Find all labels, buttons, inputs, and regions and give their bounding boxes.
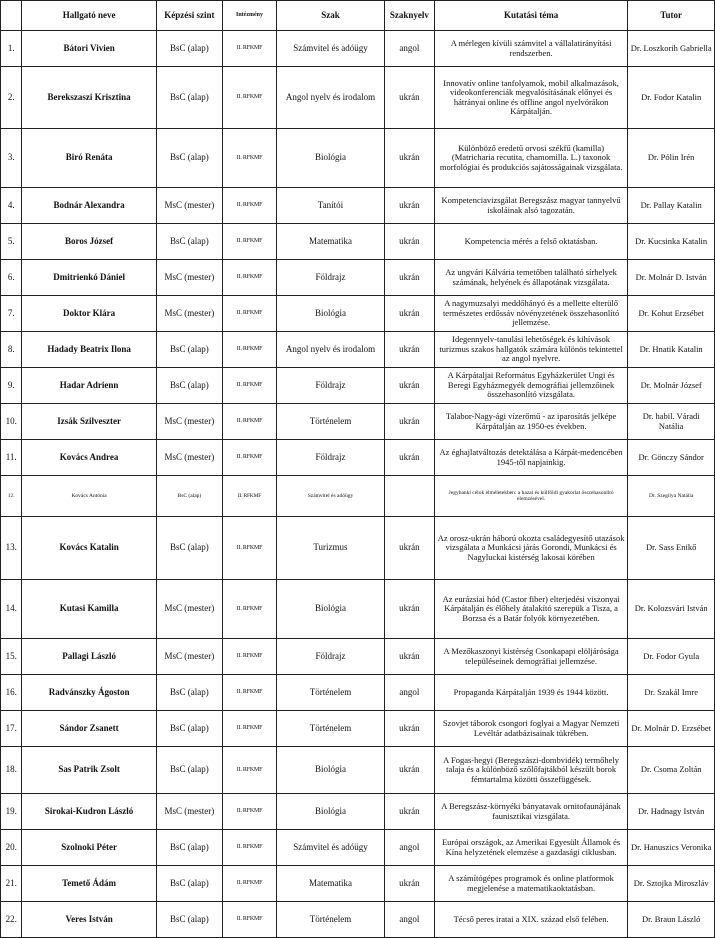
training-level-cell: MsC (mester) bbox=[156, 440, 222, 476]
table-row bbox=[1, 580, 715, 639]
specialty-language-cell: ukrán bbox=[384, 260, 434, 296]
training-level-cell: BsC (alap) bbox=[156, 517, 222, 580]
specialty-language-cell: ukrán bbox=[384, 129, 434, 188]
row-number-cell: 1. bbox=[1, 31, 22, 67]
row-number-cell: 15. bbox=[1, 639, 22, 675]
major-cell: Számvitel és adóügy bbox=[276, 31, 384, 67]
student-name-cell: Sirokai-Kudron László bbox=[22, 794, 156, 830]
table-row bbox=[1, 129, 715, 188]
research-topic-cell: Az eurázsiai hód (Castor fiber) elterjedési viszonyai Kárpátalján és élőhely átalakító szerepük a Tisza, a Borzsa és a Batár folyók környezetében. bbox=[434, 580, 628, 639]
student-name-cell: Temető Ádám bbox=[22, 866, 156, 902]
row-number-cell: 2. bbox=[1, 67, 22, 129]
student-name-cell: Radvánszky Ágoston bbox=[22, 675, 156, 711]
row-number-cell: 6. bbox=[1, 260, 22, 296]
research-topic-cell: Az ungvári Kálvária temetőben található sírhelyek számának, helyének és állapotának vizsgálata. bbox=[434, 260, 628, 296]
research-topic-cell: Európai országok, az Amerikai Egyesült Államok és Kína helyzetének elemzése a gazdasági ciklusban. bbox=[434, 830, 628, 866]
student-name-cell: Biró Renáta bbox=[22, 129, 156, 188]
major-cell: Számvitel és adóügy bbox=[276, 476, 384, 517]
student-name-cell: Dmitrienkó Dániel bbox=[22, 260, 156, 296]
institution-cell: II. RFKMF bbox=[223, 517, 277, 580]
tutor-name-cell: Dr. Szakál Imre bbox=[628, 675, 715, 711]
table-row bbox=[1, 67, 715, 129]
major-cell: Biológia bbox=[276, 296, 384, 332]
specialty-language-cell: ukrán bbox=[384, 794, 434, 830]
table-body bbox=[1, 31, 715, 938]
tutor-name-cell: Dr. Gönczy Sándor bbox=[628, 440, 715, 476]
specialty-language-cell: ukrán bbox=[384, 747, 434, 794]
research-topic-cell: A Fogas-hegyi (Beregszászi-dombvidék) termőhely talaja és a különböző szőlőfajtákból készült borok fémtartalma közötti összefüggések. bbox=[434, 747, 628, 794]
major-cell: Biológia bbox=[276, 129, 384, 188]
research-topic-cell: Kompetenciavizsgálat Beregszász magyar tannyelvű iskoláinak alsó tagozatán. bbox=[434, 188, 628, 224]
table-row bbox=[1, 368, 715, 404]
training-level-cell: BsC (alap) bbox=[156, 332, 222, 368]
institution-cell: II. RFKMF bbox=[223, 31, 277, 67]
institution-cell: II. RFKMF bbox=[223, 260, 277, 296]
training-level-cell: MsC (mester) bbox=[156, 404, 222, 440]
specialty-language-cell: ukrán bbox=[384, 224, 434, 260]
table-row bbox=[1, 902, 715, 938]
student-name-cell: Szolnoki Péter bbox=[22, 830, 156, 866]
student-name-cell: Bodnár Alexandra bbox=[22, 188, 156, 224]
table-row bbox=[1, 476, 715, 517]
student-name-cell: Sas Patrik Zsolt bbox=[22, 747, 156, 794]
tutor-name-cell: Dr. Hnatik Katalin bbox=[628, 332, 715, 368]
training-level-cell: BsC (alap) bbox=[156, 129, 222, 188]
specialty-language-cell: ukrán bbox=[384, 580, 434, 639]
student-name-cell: Boros József bbox=[22, 224, 156, 260]
training-level-cell: BsC (alap) bbox=[156, 224, 222, 260]
specialty-language-cell: ukrán bbox=[384, 332, 434, 368]
student-name-cell: Sándor Zsanett bbox=[22, 711, 156, 747]
major-cell: Tanítói bbox=[276, 188, 384, 224]
specialty-language-cell: ukrán bbox=[384, 711, 434, 747]
header-row bbox=[1, 1, 715, 31]
institution-cell: II. RFKMF bbox=[223, 404, 277, 440]
institution-cell: II. RFKMF bbox=[223, 747, 277, 794]
major-cell: Biológia bbox=[276, 794, 384, 830]
table-row bbox=[1, 639, 715, 675]
table-row bbox=[1, 830, 715, 866]
specialty-language-cell: ukrán bbox=[384, 188, 434, 224]
specialty-language-cell: ukrán bbox=[384, 517, 434, 580]
major-cell: Történelem bbox=[276, 404, 384, 440]
row-number-cell: 4. bbox=[1, 188, 22, 224]
tutor-name-cell: Dr. Kucsinka Katalin bbox=[628, 224, 715, 260]
student-name-cell: Berekszaszi Krisztina bbox=[22, 67, 156, 129]
tutor-name-cell: Dr. Hanuszics Veronika bbox=[628, 830, 715, 866]
research-topic-cell: A számítógépes programok és online platformok megjelenése a matematikaoktatásban. bbox=[434, 866, 628, 902]
tutor-name-cell: Dr. habil. Váradi Natália bbox=[628, 404, 715, 440]
institution-cell: II. RFKMF bbox=[223, 67, 277, 129]
specialty-language-cell: angol bbox=[384, 675, 434, 711]
specialty-language-cell: angol bbox=[384, 902, 434, 938]
row-number-cell: 18. bbox=[1, 747, 22, 794]
training-level-cell: BsC (alap) bbox=[156, 747, 222, 794]
student-name-cell: Izsák Szilveszter bbox=[22, 404, 156, 440]
research-topic-cell: Az orosz-ukrán háború okozta családegyesítő utazások vizsgálata a Munkácsi járás Gorondi, Munkácsi és Nagyluckai kistérség lakosai körében bbox=[434, 517, 628, 580]
research-topic-cell: Az éghajlatváltozás detektálása a Kárpát-medencében 1945-től napjainkig. bbox=[434, 440, 628, 476]
research-topic-cell: A nagymuzsalyi meddőhányó és a mellette elterülő természetes erdőssáv növényzetének összehasonlító jellemzése. bbox=[434, 296, 628, 332]
major-cell: Földrajz bbox=[276, 368, 384, 404]
major-cell: Történelem bbox=[276, 902, 384, 938]
training-level-cell: BsC (alap) bbox=[156, 711, 222, 747]
row-number-cell: 14. bbox=[1, 580, 22, 639]
row-number-cell: 21. bbox=[1, 866, 22, 902]
major-cell: Turizmus bbox=[276, 517, 384, 580]
specialty-language-cell: ukrán bbox=[384, 296, 434, 332]
table-row bbox=[1, 440, 715, 476]
major-cell: Angol nyelv és irodalom bbox=[276, 67, 384, 129]
tutor-name-cell: Dr. Fodor Katalin bbox=[628, 67, 715, 129]
institution-cell: II. RFKMF bbox=[223, 866, 277, 902]
research-topic-cell: Técső peres iratai a XIX. század első felében. bbox=[434, 902, 628, 938]
major-cell: Matematika bbox=[276, 224, 384, 260]
header-institution: Intézmény bbox=[223, 1, 277, 31]
header-tutor: Tutor bbox=[628, 1, 715, 31]
major-cell: Történelem bbox=[276, 711, 384, 747]
tutor-name-cell: Dr. Csoma Zoltán bbox=[628, 747, 715, 794]
tutor-name-cell: Dr. Molnár D. Erzsébet bbox=[628, 711, 715, 747]
row-number-cell: 10. bbox=[1, 404, 22, 440]
table-row bbox=[1, 747, 715, 794]
research-topic-cell: A mérlegen kívüli számvitel a vállalatirányítási rendszerben. bbox=[434, 31, 628, 67]
institution-cell: II. RFKMF bbox=[223, 224, 277, 260]
tutor-name-cell: Dr. Kolozsvári István bbox=[628, 580, 715, 639]
specialty-language-cell bbox=[384, 476, 434, 517]
major-cell: Biológia bbox=[276, 747, 384, 794]
table-row bbox=[1, 866, 715, 902]
specialty-language-cell: ukrán bbox=[384, 67, 434, 129]
research-topic-cell: A Beregszász-környéki bányatavak ornitofaunájának faunisztikai vizsgálata. bbox=[434, 794, 628, 830]
institution-cell: II. RFKMF bbox=[223, 675, 277, 711]
header-language: Szaknyelv bbox=[384, 1, 434, 31]
research-topic-cell: Jegybanki célok elméletekben: a hazai és külföldi gyakorlat összehasonlító elemzésével. bbox=[434, 476, 628, 517]
row-number-cell: 11. bbox=[1, 440, 22, 476]
student-name-cell: Kutasi Kamilla bbox=[22, 580, 156, 639]
specialty-language-cell: ukrán bbox=[384, 368, 434, 404]
research-topic-cell: Innovatív online tanfolyamok, mobil alkalmazások, videokonferenciák megvalósításának előnyei és hátrányai online és offline angol nyelvórákon Kárpátalján. bbox=[434, 67, 628, 129]
row-number-cell: 16. bbox=[1, 675, 22, 711]
major-cell: Matematika bbox=[276, 866, 384, 902]
row-number-cell: 13. bbox=[1, 517, 22, 580]
header-topic: Kutatási téma bbox=[434, 1, 628, 31]
institution-cell: II. RFKMF bbox=[223, 711, 277, 747]
research-topic-cell: A Kárpátaljai Református Egyházkerület Ungi és Beregi Egyházmegyék demográfiai jellemzőinek összehasonlító vizsgálata. bbox=[434, 368, 628, 404]
research-topic-cell: Talabor-Nagy-ági vízerőmű - az iparosítás jelképe Kárpátalján az 1950-es években. bbox=[434, 404, 628, 440]
row-number-cell: 9. bbox=[1, 368, 22, 404]
institution-cell: II. RFKMF bbox=[223, 332, 277, 368]
research-topic-cell: Kompetencia mérés a felső oktatásban. bbox=[434, 224, 628, 260]
institution-cell: II. RFKMF bbox=[223, 902, 277, 938]
institution-cell: II. RFKMF bbox=[223, 580, 277, 639]
specialty-language-cell: ukrán bbox=[384, 440, 434, 476]
major-cell: Földrajz bbox=[276, 639, 384, 675]
student-name-cell: Kovács Antónia bbox=[22, 476, 156, 517]
tutor-name-cell: Dr. Molnár József bbox=[628, 368, 715, 404]
research-topic-cell: Szovjet táborok csongori foglyai a Magyar Nemzeti Levéltár adatbázisainak tükrében. bbox=[434, 711, 628, 747]
training-level-cell: BsC (alap) bbox=[156, 368, 222, 404]
tutor-name-cell: Dr. Sass Enikő bbox=[628, 517, 715, 580]
training-level-cell: BsC (alap) bbox=[156, 476, 222, 517]
major-cell: Számvitel és adóügy bbox=[276, 830, 384, 866]
institution-cell: II. RFKMF bbox=[223, 188, 277, 224]
tutor-name-cell: Dr. Pallay Katalin bbox=[628, 188, 715, 224]
row-number-cell: 20. bbox=[1, 830, 22, 866]
row-number-cell: 19. bbox=[1, 794, 22, 830]
institution-cell: II. RFKMF bbox=[223, 296, 277, 332]
row-number-cell: 3. bbox=[1, 129, 22, 188]
row-number-cell: 12. bbox=[1, 476, 22, 517]
training-level-cell: MsC (mester) bbox=[156, 580, 222, 639]
institution-cell: II. RFKMF bbox=[223, 639, 277, 675]
table-row bbox=[1, 517, 715, 580]
header-level: Képzési szint bbox=[156, 1, 222, 31]
tutor-name-cell: Dr. Sztojka Miroszláv bbox=[628, 866, 715, 902]
header-major: Szak bbox=[276, 1, 384, 31]
institution-cell: II. RFKMF bbox=[223, 129, 277, 188]
training-level-cell: BsC (alap) bbox=[156, 902, 222, 938]
student-name-cell: Hadar Adrienn bbox=[22, 368, 156, 404]
research-topic-cell: A Mezőkaszonyi kistérség Csonkapapi elöljárósága településeinek demográfiai jellemzése. bbox=[434, 639, 628, 675]
student-name-cell: Kovács Katalin bbox=[22, 517, 156, 580]
header-name: Hallgató neve bbox=[22, 1, 156, 31]
table-row bbox=[1, 404, 715, 440]
student-name-cell: Doktor Klára bbox=[22, 296, 156, 332]
table-row bbox=[1, 260, 715, 296]
training-level-cell: MsC (mester) bbox=[156, 188, 222, 224]
institution-cell: II. RFKMF bbox=[223, 830, 277, 866]
specialty-language-cell: angol bbox=[384, 31, 434, 67]
table-row bbox=[1, 711, 715, 747]
training-level-cell: MsC (mester) bbox=[156, 260, 222, 296]
specialty-language-cell: angol bbox=[384, 830, 434, 866]
row-number-cell: 22. bbox=[1, 902, 22, 938]
tutor-name-cell: Dr. Pólin Irén bbox=[628, 129, 715, 188]
table-row bbox=[1, 794, 715, 830]
major-cell: Angol nyelv és irodalom bbox=[276, 332, 384, 368]
tutor-name-cell: Dr. Fodor Gyula bbox=[628, 639, 715, 675]
training-level-cell: MsC (mester) bbox=[156, 794, 222, 830]
institution-cell: II. RFKMF bbox=[223, 368, 277, 404]
training-level-cell: MsC (mester) bbox=[156, 296, 222, 332]
student-name-cell: Pallagi László bbox=[22, 639, 156, 675]
major-cell: Földrajz bbox=[276, 260, 384, 296]
training-level-cell: BsC (alap) bbox=[156, 675, 222, 711]
tutor-name-cell: Dr. Braun László bbox=[628, 902, 715, 938]
table-row bbox=[1, 675, 715, 711]
table-row bbox=[1, 188, 715, 224]
institution-cell: II. RFKMF bbox=[223, 476, 277, 517]
training-level-cell: BsC (alap) bbox=[156, 67, 222, 129]
student-name-cell: Kovács Andrea bbox=[22, 440, 156, 476]
table-row bbox=[1, 296, 715, 332]
major-cell: Biológia bbox=[276, 580, 384, 639]
specialty-language-cell: ukrán bbox=[384, 866, 434, 902]
specialty-language-cell: ukrán bbox=[384, 404, 434, 440]
tutor-name-cell: Dr. Hadnagy István bbox=[628, 794, 715, 830]
tutor-name-cell: Dr. Szegilya Natália bbox=[628, 476, 715, 517]
tutor-name-cell: Dr. Kohut Erzsébet bbox=[628, 296, 715, 332]
student-name-cell: Veres István bbox=[22, 902, 156, 938]
major-cell: Történelem bbox=[276, 675, 384, 711]
row-number-cell: 5. bbox=[1, 224, 22, 260]
tutor-name-cell: Dr. Loszkorih Gabriella bbox=[628, 31, 715, 67]
row-number-cell: 7. bbox=[1, 296, 22, 332]
training-level-cell: BsC (alap) bbox=[156, 866, 222, 902]
major-cell: Földrajz bbox=[276, 440, 384, 476]
row-number-cell: 17. bbox=[1, 711, 22, 747]
training-level-cell: MsC (mester) bbox=[156, 639, 222, 675]
training-level-cell: BsC (alap) bbox=[156, 830, 222, 866]
student-name-cell: Hadady Beatrix Ilona bbox=[22, 332, 156, 368]
table-row bbox=[1, 31, 715, 67]
student-name-cell: Bátori Vivien bbox=[22, 31, 156, 67]
table-row bbox=[1, 224, 715, 260]
specialty-language-cell: ukrán bbox=[384, 639, 434, 675]
row-number-cell: 8. bbox=[1, 332, 22, 368]
institution-cell: II. RFKMF bbox=[223, 794, 277, 830]
research-topic-cell: Idegennyelv-tanulási lehetőségek és kihívások turizmus szakos hallgatók számára különös tekintettel az angol nyelvre. bbox=[434, 332, 628, 368]
training-level-cell: BsC (alap) bbox=[156, 31, 222, 67]
research-topic-cell: Propaganda Kárpátalján 1939 és 1944 között. bbox=[434, 675, 628, 711]
research-topic-cell: Különböző eredetű orvosi székfű (kamilla) (Matricharia recutita, chamomilla. L.) taxonok morfológiai és produkciós sajátosságainak vizsgálata. bbox=[434, 129, 628, 188]
header-num bbox=[1, 1, 22, 31]
tutor-name-cell: Dr. Molnár D. István bbox=[628, 260, 715, 296]
institution-cell: II. RFKMF bbox=[223, 440, 277, 476]
table-row bbox=[1, 332, 715, 368]
